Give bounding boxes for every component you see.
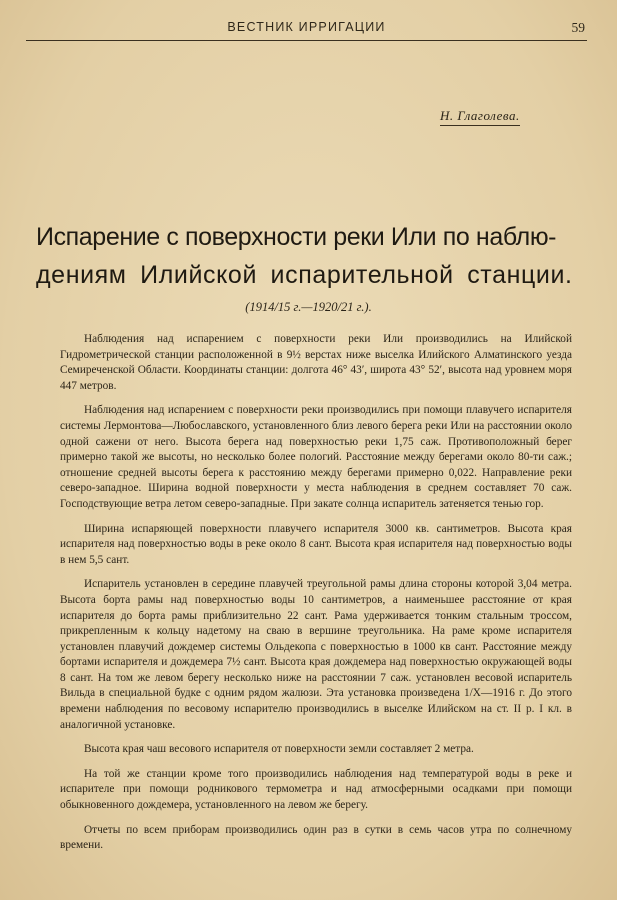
article-period: (1914/15 г.—1920/21 г.). — [245, 300, 372, 314]
paragraph-2: Наблюдения над испарением с поверхности реки производились при помощи плавучего испарителя системы Лермонтова—Любославского, установленного близ левого берега реки Или на расстоянии около одной сажени от него. Высота берега над поверхностью реки 1,75 саж. Противоположный берег примерно такой же высоты, но несколько более пологий. Расстояние между берегами около 80-ти саж.; отношение средней высоты берега к расстоянию между берегами примерно 0,022. Направление реки северо-западное. Ширина водной поверхности у места наблюдения в среднем составляет 70 саж. Господствующие ветра летом северо-западные. При закате солнца испаритель затеняется тенью гор. — [60, 404, 572, 510]
paragraph-3: Ширина испаряющей поверхности плавучего испарителя 3000 кв. сантиметров. Высота края испарителя над поверхностью воды в реке около 8 сант. Высота края испарителя над поверхностью воды в нем 5,5 сант. — [60, 522, 572, 566]
running-header — [26, 18, 587, 41]
paragraph-5: Высота края чаш весового испарителя от поверхности земли составляет 2 метра. — [84, 743, 474, 756]
title-line-1: Испарение с поверхности реки Или по наблю- — [36, 223, 557, 251]
article-title — [36, 218, 586, 294]
article-body — [60, 332, 572, 863]
page-number: 59 — [571, 20, 585, 35]
journal-title: ВЕСТНИК ИРРИГАЦИИ — [227, 20, 386, 34]
paragraph-1: Наблюдения над испарением с поверхности реки Или производились на Илийской Гидрометрической станции расположенной в 9½ верстах ниже выселка Илийского Алматинского уезда Семиреченской Области. Координаты станции: долгота 46° 43′, широта 43° 52′, высота над уровнем моря 447 метров. — [60, 333, 572, 392]
title-line-2: дениям Илийской испарительной станции. — [36, 261, 573, 289]
author-name: Н. Глаголева. — [440, 108, 520, 126]
paragraph-7: Отчеты по всем приборам производились один раз в сутки в семь часов утра по солнечному времени. — [60, 823, 572, 852]
paragraph-6: На той же станции кроме того производились наблюдения над температурой воды в реке и испарителе при помощи родникового термометра и над атмосферными осадками при помощи обыкновенного дождемера, установленного на левом же берегу. — [60, 767, 572, 812]
paragraph-4: Испаритель установлен в середине плавучей треугольной рамы длина стороны которой 3,04 метра. Высота борта рамы над поверхностью воды 10 сантиметров, а наименьшее расстояние от края испарителя до борта рамы приблизительно 22 сант. Рама удерживается тонким стальным троссом, прикрепленным к кольцу надетому на сваю в вершине треугольника. На раме кроме испарителя установлен плавучий дождемер системы Ольдекопа с поверхностью в 1000 кв сант. Расстояние между бортами испарителя и дождемера 7½ сант. Высота края дождемера над поверхностью окружающей воды 8 сант. На том же левом берегу несколько ниже на расстоянии 7 саж. установлен весовой испаритель Вильда в специальной будке с одним рядом жалюзи. Эта установка произведена 1/X—1916 г. До этого времени наблюдения по весовому испарителю производились в выселке Илийском на ст. II р. I кл. в аналогичной установке. — [60, 578, 572, 731]
